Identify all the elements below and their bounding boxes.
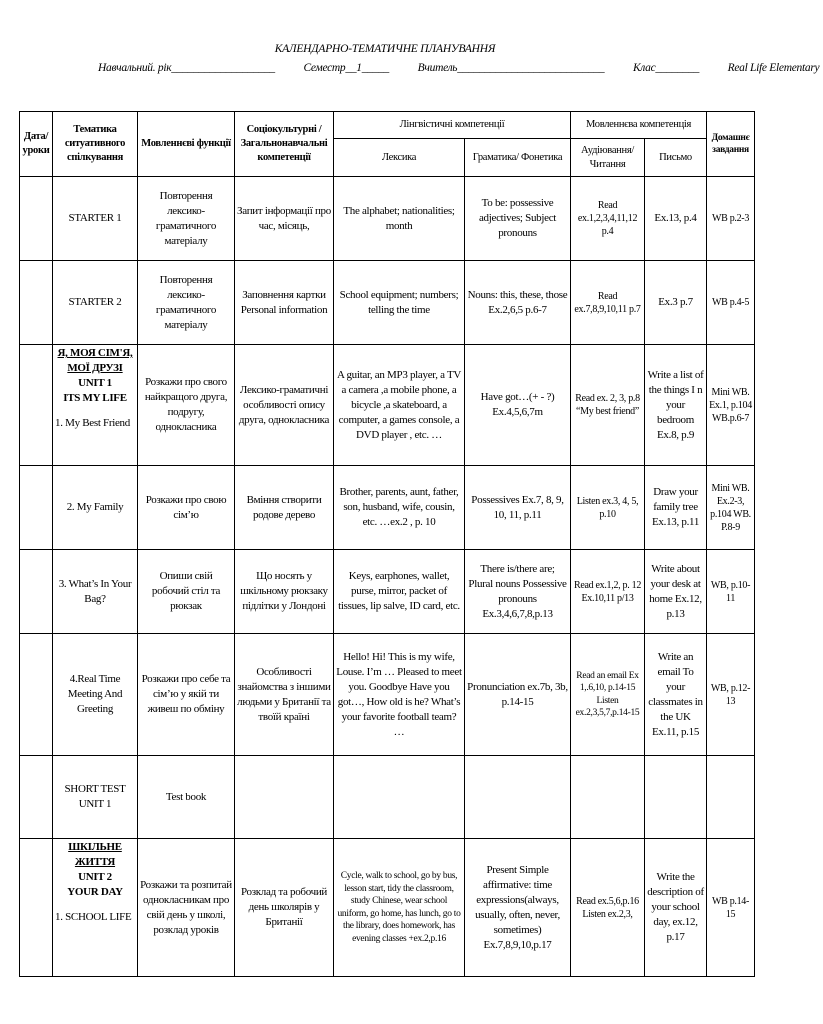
teacher: Вчитель___________________________ [417,62,605,74]
textbook: Real Life Elementary [727,62,820,74]
col-homework: Домашнє завдання [707,112,755,177]
table-row: 4.Real Time Meeting And Greeting Розкажи про себе та сім’ю у якій ти живеш по обміну Особливості знайомства з іншими людьми у Британії та твоїй країні Hello! Hi! This is my wife, Louse. I’m … Pleased to meet you. Goodbye Have you got…, How old is he? What’s your favorite football team? … Pronunciation ex.7b, 3b, p.14-15 Read an email Ex 1,.6,10, p.14-15 Listen ex.2,3,5,7,p.14-15 Write an email To your classmates in the UK Ex.11, p.15 WB, p.12-13 [20,634,755,756]
page-title: КАЛЕНДАРНО-ТЕМАТИЧНЕ ПЛАНУВАННЯ [274,43,496,55]
col-speech: Мовленнєва компетенція [571,112,707,139]
col-functions: Мовленнєві функції [138,112,235,177]
col-topic: Тематика ситуативного спілкування [53,112,138,177]
table-row: ШКІЛЬНЕ ЖИТТЯ UNIT 2 YOUR DAY 1. SCHOOL LIFE Розкажи та розпитай однокласникам про свій день у школі, розклад уроків Розклад та робочий день школярів у Британії Cycle, walk to school, go by bus, lesson start, tidy the classroom, study Chinese, wear school uniform, go home, has lunch, go to the library, does homework, has evening classes +ex.2,p.16 Present Simple affirmative: time expressions(always, usually, often, never, sometimes) Ex.7,8,9,10,p.17 Read ex.5,6,p.16 Listen ex.2,3, Write the description of your school day, ex.12, p.17 WB p.14-15 [20,839,755,977]
col-date: Дата/ уроки [20,112,53,177]
planning-table [19,111,755,977]
col-vocabulary: Лексика [334,139,465,177]
class: Клас________ [632,62,700,74]
table-row: STARTER 1 Повторення лексико-граматичного матеріалу Запит інформації про час, місяць, The alphabet; nationalities; month To be: possessive adjectives; Subject pronouns Read ex.1,2,3,4,11,12 p.4 Ex.13, p.4 WB p.2-3 [20,177,755,261]
col-writing: Письмо [645,139,707,177]
table-row: 3. What’s In Your Bag? Опиши свій робочий стіл та рюкзак Що носять у шкільному рюкзаку підлітки у Лондоні Keys, earphones, wallet, purse, mirror, packet of tissues, lip salve, ID card, etc. There is/there are; Plural nouns Possessive pronouns Ex.3,4,6,7,8,p.13 Read ex.1,2, p. 12 Ex.10,11 p/13 Write about your desk at home Ex.12, p.13 WB, p.10-11 [20,550,755,634]
table-row: Я, МОЯ СІМ'Я, МОЇ ДРУЗІ UNIT 1 ITS MY LIFE 1. My Best Friend Розкажи про свого найкращого друга, подругу, однокласника Лексико-граматичні особливості опису друга, однокласника A guitar, an MP3 player, a TV a camera ,a mobile phone, a bicycle ,a skateboard, a computer, a games console, a DVD player , etc. … Have got…(+ - ?) Ex.4,5,6,7m Read ex. 2, 3, p.8 “My best friend” Write a list of the things I n your bedroom Ex.8, p.9 Mini WB. Ex.1, p.104 WB.p.6-7 [20,345,755,466]
semester: Семестр__1_____ [303,62,389,74]
col-linguistic: Лінгвістичні компетенції [334,112,571,139]
col-sociocultural: Соціокультурні / Загальнонавчальні компетенції [235,112,334,177]
col-grammar: Граматика/ Фонетика [465,139,571,177]
header-info [98,62,823,74]
table-row: 2. My Family Розкажи про свою сім’ю Вміння створити родове дерево Brother, parents, aunt, father, son, husband, wife, cousin, etc. …ex.2 , p. 10 Possessives Ex.7, 8, 9, 10, 11, p.11 Listen ex.3, 4, 5, p.10 Draw your family tree Ex.13, p.11 Mini WB. Ex.2-3, p.104 WB. P.8-9 [20,466,755,550]
table-row: SHORT TEST UNIT 1 Test book [20,756,755,839]
table-row: STARTER 2 Повторення лексико-граматичного матеріалу Заповнення картки Personal information School equipment; numbers; telling the time Nouns: this, these, those Ex.2,6,5 p.6-7 Read ex.7,8,9,10,11 p.7 Ex.3 p.7 WB p.4-5 [20,261,755,345]
academic-year: Навчальний. рік___________________ [98,62,275,74]
col-listening: Аудіювання/ Читання [571,139,645,177]
